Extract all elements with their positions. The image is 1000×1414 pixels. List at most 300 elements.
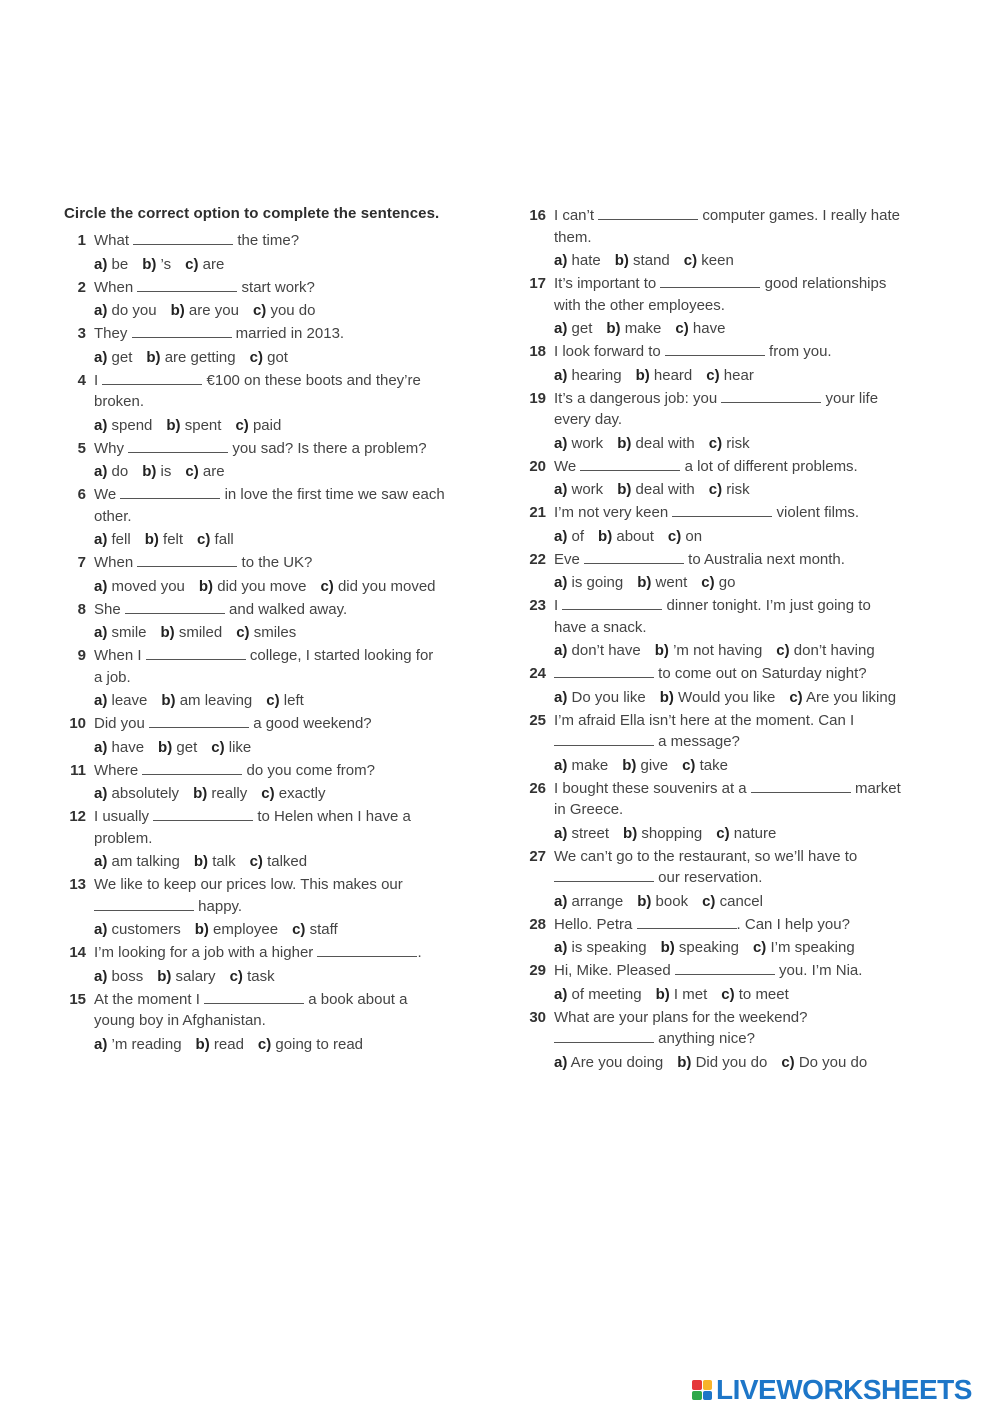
question-line — [94, 896, 242, 918]
liveworksheets-logo — [692, 1375, 972, 1405]
answer-blank[interactable] — [146, 645, 246, 660]
option-text: take — [695, 756, 728, 774]
option-b[interactable] — [193, 785, 247, 802]
question-text: problem. — [94, 829, 153, 847]
answer-blank[interactable] — [554, 663, 654, 678]
option-b[interactable] — [637, 893, 688, 910]
option-text: going to read — [271, 1035, 364, 1053]
option-letter: b) — [161, 692, 176, 709]
question-line — [554, 799, 623, 821]
question-line — [94, 438, 427, 460]
question-line — [554, 502, 859, 524]
option-b[interactable] — [623, 825, 702, 842]
option-c[interactable] — [789, 689, 896, 706]
option-c[interactable] — [250, 853, 308, 870]
option-text: customers — [107, 921, 181, 938]
option-letter: a) — [94, 1035, 108, 1053]
option-a[interactable] — [554, 320, 592, 337]
question-text: Hi, Mike. Pleased — [554, 962, 675, 979]
option-b[interactable] — [637, 574, 687, 591]
question-text: start work? — [237, 278, 315, 296]
option-b[interactable] — [606, 320, 661, 337]
option-b[interactable] — [145, 531, 183, 548]
question-line — [554, 778, 901, 800]
option-b[interactable] — [166, 417, 221, 434]
option-text: got — [262, 348, 288, 366]
question-line — [554, 549, 845, 571]
answer-blank[interactable] — [102, 370, 202, 385]
question-line — [94, 645, 433, 667]
option-text: go — [714, 574, 736, 591]
option-a[interactable] — [94, 739, 144, 756]
option-b[interactable] — [660, 689, 776, 706]
question-line — [94, 506, 132, 528]
option-c[interactable] — [320, 578, 435, 595]
question-text: What are your plans for the weekend? — [554, 1008, 808, 1026]
option-b[interactable] — [142, 256, 171, 273]
question-line — [554, 731, 740, 753]
option-letter: b) — [158, 738, 173, 756]
question-text: Why — [94, 439, 129, 457]
question-line — [94, 323, 344, 345]
answer-blank[interactable] — [125, 599, 225, 614]
option-c[interactable] — [197, 531, 234, 548]
question-number: 28 — [529, 915, 546, 933]
question-text: them. — [554, 228, 592, 246]
option-c[interactable] — [292, 921, 338, 938]
option-b[interactable] — [615, 252, 670, 269]
option-c[interactable] — [721, 986, 789, 1003]
option-text: did you move — [213, 577, 307, 595]
option-b[interactable] — [661, 939, 739, 956]
question-line — [554, 914, 850, 936]
option-a[interactable] — [94, 349, 132, 366]
option-c[interactable] — [706, 367, 754, 384]
answer-blank[interactable] — [137, 277, 237, 292]
option-letter: c) — [249, 853, 263, 870]
question-number: 22 — [529, 550, 546, 568]
option-b[interactable] — [142, 463, 171, 480]
option-letter: c) — [706, 366, 720, 384]
option-b[interactable] — [194, 853, 236, 870]
answer-blank[interactable] — [149, 713, 249, 728]
option-letter: a) — [554, 320, 568, 337]
question-number: 21 — [529, 504, 546, 521]
answer-blank[interactable] — [580, 456, 680, 471]
option-text: am talking — [107, 853, 180, 870]
logo-square-blue — [703, 1391, 713, 1401]
answer-blank[interactable] — [142, 760, 242, 775]
question-number: 27 — [529, 847, 546, 865]
option-a[interactable] — [554, 642, 641, 659]
question-line — [94, 277, 315, 299]
answer-blank[interactable] — [660, 273, 760, 288]
option-text: keen — [697, 252, 734, 269]
option-a[interactable] — [554, 757, 608, 774]
question-text: When — [94, 554, 138, 571]
option-text: have — [107, 738, 145, 756]
option-letter: b) — [623, 824, 638, 842]
option-letter: c) — [266, 692, 280, 709]
question-text: €100 on these boots and they’re — [202, 371, 421, 389]
answer-options — [554, 318, 739, 340]
option-letter: c) — [236, 624, 250, 641]
option-letter: a) — [94, 785, 108, 802]
answer-blank[interactable] — [132, 323, 232, 338]
option-text: smiles — [249, 624, 297, 641]
option-b[interactable] — [161, 692, 252, 709]
answer-options — [94, 1034, 377, 1056]
option-b[interactable] — [199, 578, 307, 595]
option-b[interactable] — [195, 921, 278, 938]
question-text: every day. — [554, 411, 623, 428]
question-text: dinner tonight. I’m just going to — [662, 597, 871, 614]
question-line — [554, 867, 762, 889]
question-text: have a snack. — [554, 618, 647, 636]
option-letter: b) — [614, 252, 629, 269]
option-b[interactable] — [171, 302, 239, 319]
option-text: Did you do — [691, 1053, 768, 1071]
question-text: When — [94, 278, 138, 296]
option-a[interactable] — [554, 367, 622, 384]
answer-blank[interactable] — [665, 341, 765, 356]
question-number: 25 — [529, 711, 546, 729]
option-c[interactable] — [185, 463, 224, 480]
option-letter: b) — [677, 1053, 692, 1071]
question-line — [554, 341, 832, 363]
option-a[interactable] — [554, 528, 584, 545]
logo-mark-icon — [692, 1380, 712, 1400]
option-letter: b) — [617, 434, 632, 452]
option-b[interactable] — [656, 986, 708, 1003]
option-a[interactable] — [554, 939, 647, 956]
answer-blank[interactable] — [675, 960, 775, 975]
option-text: absolutely — [107, 785, 180, 802]
option-text: exactly — [274, 785, 326, 802]
question-text: a lot of different problems. — [680, 457, 858, 475]
question-line — [94, 989, 407, 1011]
question-number: 29 — [529, 962, 546, 979]
option-a[interactable] — [94, 692, 147, 709]
answer-options — [554, 365, 768, 387]
option-b[interactable] — [655, 642, 763, 659]
option-c[interactable] — [250, 349, 288, 366]
question-line — [554, 205, 900, 227]
option-b[interactable] — [598, 528, 654, 545]
option-c[interactable] — [668, 528, 702, 545]
question-number: 9 — [77, 647, 86, 664]
option-c[interactable] — [709, 435, 750, 452]
answer-blank[interactable] — [204, 989, 304, 1004]
question-text: I look forward to — [554, 343, 665, 360]
option-b[interactable] — [196, 1036, 244, 1053]
option-a[interactable] — [94, 1036, 182, 1053]
option-text: shopping — [637, 824, 703, 842]
answer-options — [554, 640, 889, 662]
option-letter: a) — [94, 577, 108, 595]
option-text: risk — [722, 434, 750, 452]
option-letter: c) — [789, 688, 803, 706]
option-c[interactable] — [753, 939, 855, 956]
option-letter: a) — [94, 255, 108, 273]
option-letter: b) — [142, 463, 157, 480]
option-letter: c) — [721, 985, 735, 1003]
answer-blank[interactable] — [120, 484, 220, 499]
option-letter: c) — [752, 939, 767, 956]
question-text: good relationships — [760, 275, 887, 292]
option-c[interactable] — [236, 624, 296, 641]
option-a[interactable] — [554, 1054, 663, 1071]
question-line — [554, 595, 871, 617]
option-letter: a) — [554, 642, 568, 659]
option-text: Do you do — [794, 1053, 868, 1071]
answer-blank[interactable] — [554, 1028, 654, 1043]
question-number: 23 — [529, 597, 546, 614]
question-text: do you come from? — [242, 761, 375, 779]
question-text: What — [94, 232, 134, 249]
option-a[interactable] — [554, 574, 623, 591]
option-letter: b) — [637, 574, 652, 591]
question-number: 19 — [529, 389, 546, 407]
answer-blank[interactable] — [317, 942, 417, 957]
option-text: Are you liking — [802, 688, 897, 706]
option-text: deal with — [631, 481, 695, 498]
question-text: At the moment I — [94, 990, 205, 1008]
option-text: felt — [158, 531, 184, 548]
question-text: in Greece. — [554, 801, 624, 818]
question-number: 18 — [529, 343, 546, 360]
option-c[interactable] — [709, 481, 750, 498]
option-c[interactable] — [230, 968, 275, 985]
option-c[interactable] — [261, 785, 325, 802]
option-a[interactable] — [94, 785, 179, 802]
answer-blank[interactable] — [554, 867, 654, 882]
option-a[interactable] — [94, 853, 180, 870]
option-text: salary — [171, 967, 216, 985]
option-letter: a) — [554, 252, 568, 269]
option-a[interactable] — [554, 252, 601, 269]
question-line — [554, 617, 647, 639]
option-text: are getting — [160, 348, 236, 366]
question-line — [94, 874, 403, 896]
answer-options — [554, 755, 742, 777]
option-a[interactable] — [94, 463, 128, 480]
answer-blank[interactable] — [721, 388, 821, 403]
question-number: 10 — [69, 715, 86, 732]
option-a[interactable] — [94, 256, 128, 273]
option-text: be — [107, 255, 129, 273]
question-line — [554, 1028, 755, 1050]
option-letter: c) — [675, 320, 689, 337]
option-c[interactable] — [684, 252, 734, 269]
question-line — [554, 710, 854, 732]
option-text: am leaving — [175, 692, 253, 709]
logo-square-green — [692, 1391, 702, 1401]
option-c[interactable] — [675, 320, 725, 337]
option-text: is speaking — [567, 939, 647, 956]
question-number: 3 — [77, 325, 86, 342]
option-c[interactable] — [781, 1054, 867, 1071]
option-letter: a) — [554, 481, 568, 498]
option-text: really — [207, 785, 248, 802]
option-c[interactable] — [701, 574, 735, 591]
option-text: I met — [669, 985, 708, 1003]
option-c[interactable] — [253, 302, 316, 319]
answer-options — [554, 687, 910, 709]
option-letter: a) — [554, 939, 568, 956]
option-b[interactable] — [636, 367, 693, 384]
option-letter: c) — [667, 527, 682, 545]
option-letter: b) — [654, 642, 669, 659]
option-c[interactable] — [702, 893, 763, 910]
option-a[interactable] — [94, 624, 147, 641]
option-letter: b) — [146, 348, 161, 366]
option-letter: c) — [229, 967, 243, 985]
option-text: deal with — [631, 434, 695, 452]
answer-blank[interactable] — [637, 914, 737, 929]
answer-blank[interactable] — [153, 806, 253, 821]
option-letter: b) — [157, 967, 172, 985]
option-a[interactable] — [94, 417, 152, 434]
answer-options — [94, 576, 450, 598]
option-c[interactable] — [716, 825, 776, 842]
option-c[interactable] — [211, 739, 251, 756]
option-text: heard — [649, 366, 693, 384]
answer-options — [94, 254, 238, 276]
answer-blank[interactable] — [672, 502, 772, 517]
answer-blank[interactable] — [94, 896, 194, 911]
question-text: to come out on Saturday night? — [654, 665, 867, 682]
question-text: I — [554, 597, 563, 614]
option-a[interactable] — [554, 435, 603, 452]
option-letter: b) — [193, 785, 208, 802]
question-text: broken. — [94, 393, 145, 410]
answer-options — [94, 690, 318, 712]
option-text: boss — [107, 967, 144, 985]
option-letter: c) — [292, 921, 306, 938]
logo-text: LIVEWORKSHEETS — [716, 1374, 972, 1405]
option-letter: c) — [249, 348, 263, 366]
option-letter: c) — [683, 252, 698, 269]
option-text: fell — [107, 531, 131, 548]
option-b[interactable] — [146, 349, 235, 366]
option-letter: c) — [185, 255, 199, 273]
question-text: . Can I help you? — [736, 915, 850, 933]
question-text: I usually — [94, 808, 154, 825]
option-a[interactable] — [94, 302, 157, 319]
option-letter: b) — [142, 255, 157, 273]
question-line — [554, 846, 857, 868]
option-a[interactable] — [554, 689, 646, 706]
question-text: Eve — [554, 550, 585, 568]
option-a[interactable] — [94, 531, 131, 548]
option-letter: b) — [617, 481, 632, 498]
option-text: spend — [107, 416, 153, 434]
question-text: with the other employees. — [554, 296, 725, 314]
answer-blank[interactable] — [128, 438, 228, 453]
option-letter: b) — [193, 853, 209, 870]
option-text: are — [198, 255, 225, 273]
option-letter: c) — [185, 463, 199, 480]
option-c[interactable] — [682, 757, 728, 774]
option-text: to meet — [734, 985, 789, 1003]
option-text: risk — [722, 481, 750, 498]
option-text: work — [567, 481, 604, 498]
answer-options — [554, 479, 764, 501]
question-text: to Helen when I have a — [253, 808, 411, 825]
question-number: 24 — [529, 665, 546, 682]
option-a[interactable] — [554, 481, 603, 498]
question-number: 1 — [77, 232, 86, 249]
answer-blank[interactable] — [751, 778, 851, 793]
option-a[interactable] — [94, 578, 185, 595]
option-text: Do you like — [567, 688, 646, 706]
answer-options — [554, 250, 748, 272]
question-line — [554, 227, 592, 249]
question-line — [554, 663, 867, 685]
option-letter: b) — [659, 688, 674, 706]
question-number: 17 — [529, 275, 546, 292]
option-a[interactable] — [94, 921, 181, 938]
option-b[interactable] — [622, 757, 668, 774]
answer-blank[interactable] — [562, 595, 662, 610]
option-c[interactable] — [776, 642, 874, 659]
option-text: are you — [184, 302, 239, 319]
question-line — [554, 273, 886, 295]
option-a[interactable] — [554, 986, 642, 1003]
answer-options — [94, 415, 295, 437]
option-letter: b) — [170, 302, 185, 319]
option-letter: c) — [682, 756, 696, 774]
answer-blank[interactable] — [598, 205, 698, 220]
question-text: Hello. Petra — [554, 915, 637, 933]
option-c[interactable] — [235, 417, 281, 434]
option-b[interactable] — [157, 968, 215, 985]
answer-options — [94, 529, 248, 551]
question-line — [94, 370, 421, 392]
answer-blank[interactable] — [554, 731, 654, 746]
answer-blank[interactable] — [137, 552, 237, 567]
option-text: get — [107, 348, 133, 366]
question-text: Did you — [94, 715, 150, 732]
option-a[interactable] — [94, 968, 143, 985]
question-text: you sad? Is there a problem? — [228, 439, 427, 457]
option-text: ’m reading — [107, 1035, 182, 1053]
option-c[interactable] — [266, 692, 304, 709]
option-a[interactable] — [554, 893, 623, 910]
option-b[interactable] — [617, 435, 695, 452]
option-letter: a) — [94, 853, 108, 870]
question-line — [554, 409, 622, 431]
option-letter: b) — [195, 1035, 210, 1053]
option-b[interactable] — [617, 481, 695, 498]
option-c[interactable] — [185, 256, 224, 273]
option-b[interactable] — [158, 739, 197, 756]
option-b[interactable] — [677, 1054, 767, 1071]
question-text: to Australia next month. — [684, 550, 845, 568]
question-number: 30 — [529, 1008, 546, 1026]
answer-blank[interactable] — [584, 549, 684, 564]
option-a[interactable] — [554, 825, 609, 842]
question-text: violent films. — [772, 504, 860, 521]
answer-blank[interactable] — [133, 230, 233, 245]
option-c[interactable] — [258, 1036, 363, 1053]
option-text: don’t having — [789, 642, 875, 659]
option-b[interactable] — [161, 624, 223, 641]
question-text: I can’t — [554, 207, 599, 224]
question-text: We — [554, 457, 581, 475]
question-line — [94, 942, 422, 964]
